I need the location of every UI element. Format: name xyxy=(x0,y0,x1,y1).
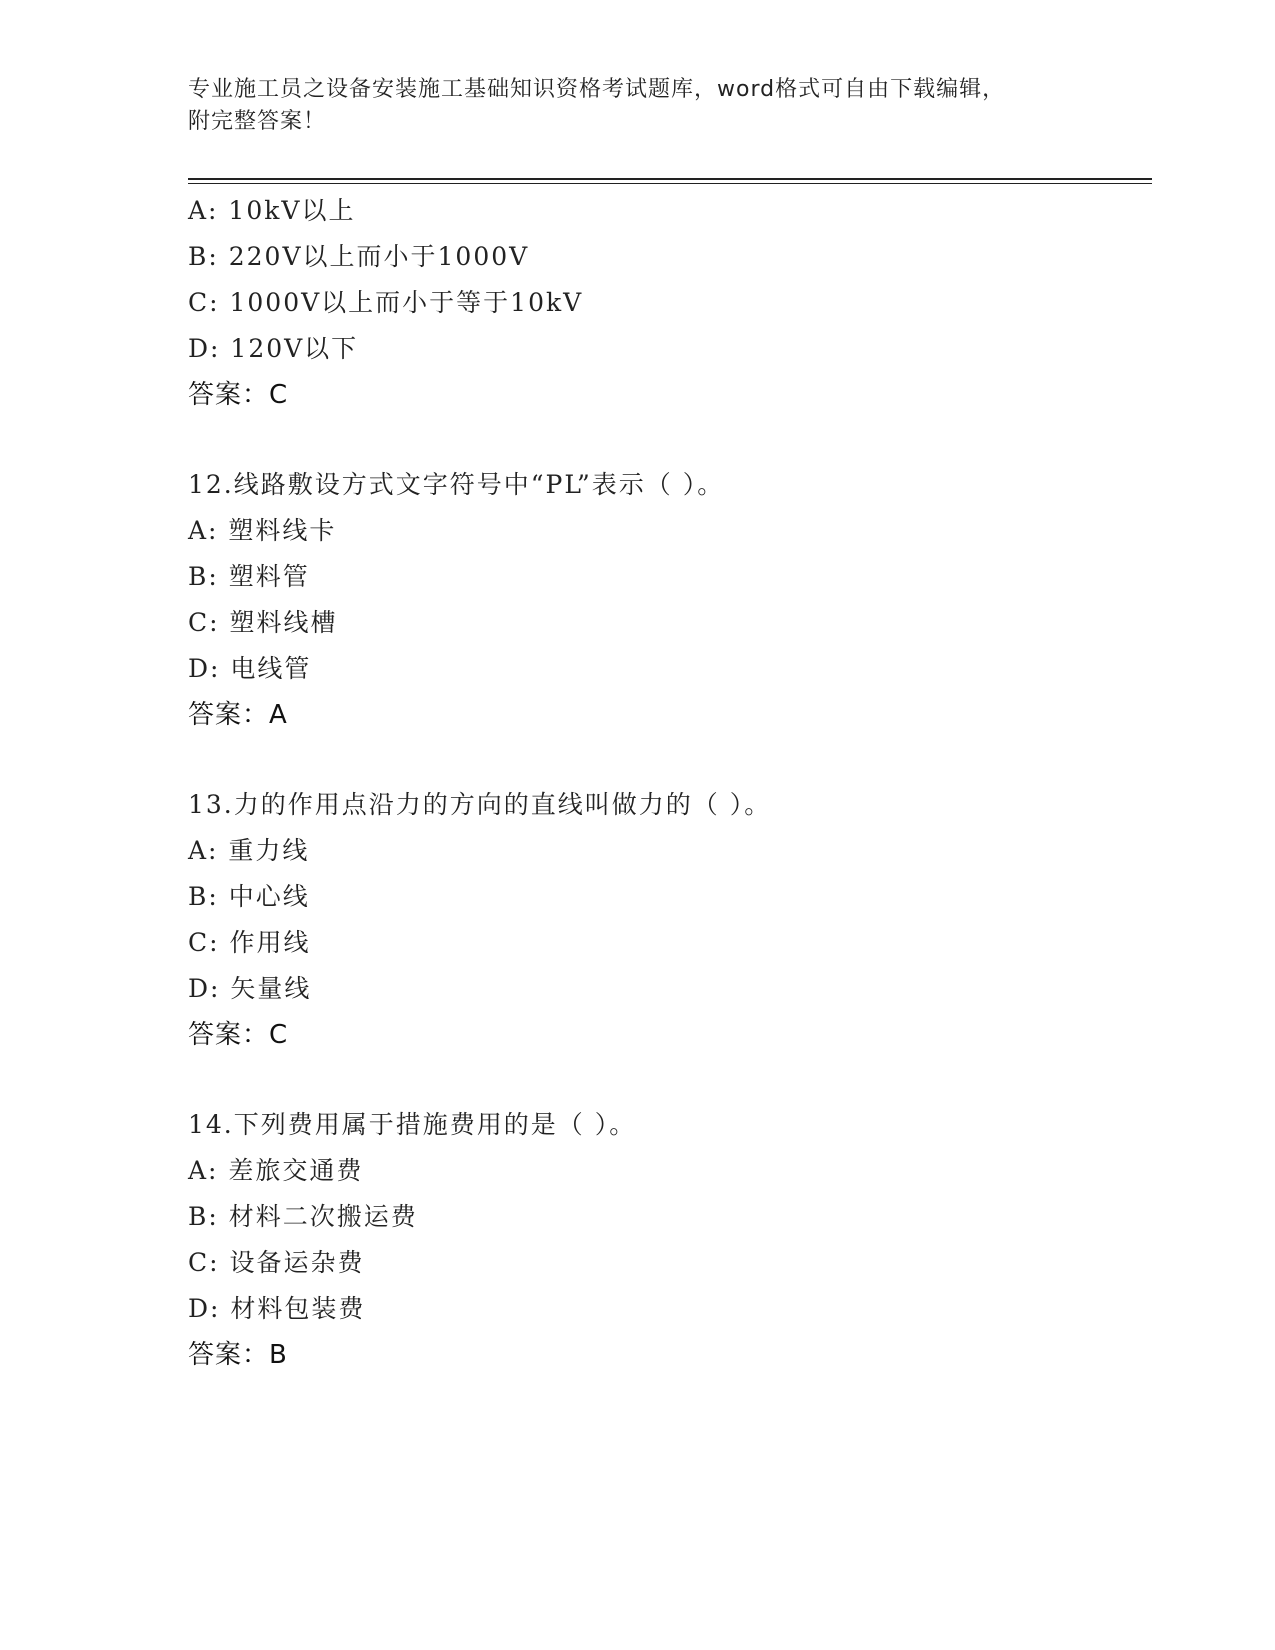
question-title: 13.力的作用点沿力的方向的直线叫做力的（ ）。 xyxy=(188,790,772,819)
option-c: C: 塑料线槽 xyxy=(188,608,338,637)
option-a: A: 差旅交通费 xyxy=(188,1156,364,1185)
option-c: C: 1000V以上而小于等于10kV xyxy=(188,288,584,317)
answer: 答案：C xyxy=(188,1020,289,1050)
answer: 答案：A xyxy=(188,700,288,730)
option-b: B: 材料二次搬运费 xyxy=(188,1202,418,1231)
question-11 xyxy=(188,188,1148,418)
option-a: A: 塑料线卡 xyxy=(188,516,337,545)
spacer xyxy=(188,738,1148,782)
question-title: 14.下列费用属于措施费用的是（ ）。 xyxy=(188,1110,637,1139)
question-list xyxy=(188,188,1148,1378)
question-13 xyxy=(188,782,1148,1058)
option-a: A: 10kV以上 xyxy=(188,196,356,225)
option-d: D: 电线管 xyxy=(188,654,312,683)
spacer xyxy=(188,418,1148,462)
option-b: B: 220V以上而小于1000V xyxy=(188,242,530,271)
option-a: A: 重力线 xyxy=(188,836,310,865)
option-d: D: 120V以下 xyxy=(188,334,359,363)
spacer xyxy=(188,1058,1148,1102)
question-12 xyxy=(188,462,1148,738)
option-d: D: 矢量线 xyxy=(188,974,312,1003)
option-c: C: 作用线 xyxy=(188,928,311,957)
question-14 xyxy=(188,1102,1148,1378)
document-header xyxy=(188,74,1068,138)
header-line-2: 附完整答案！ xyxy=(188,109,327,134)
header-divider-thin xyxy=(188,183,1152,184)
answer: 答案：B xyxy=(188,1340,288,1370)
header-line-1: 专业施工员之设备安装施工基础知识资格考试题库，word格式可自由下载编辑， xyxy=(188,77,1006,102)
answer: 答案：C xyxy=(188,380,289,410)
option-b: B: 中心线 xyxy=(188,882,310,911)
question-title: 12.线路敷设方式文字符号中“PL”表示（ ）。 xyxy=(188,470,725,499)
option-c: C: 设备运杂费 xyxy=(188,1248,365,1277)
header-divider-thick xyxy=(188,178,1152,180)
option-d: D: 材料包装费 xyxy=(188,1294,366,1323)
option-b: B: 塑料管 xyxy=(188,562,310,591)
